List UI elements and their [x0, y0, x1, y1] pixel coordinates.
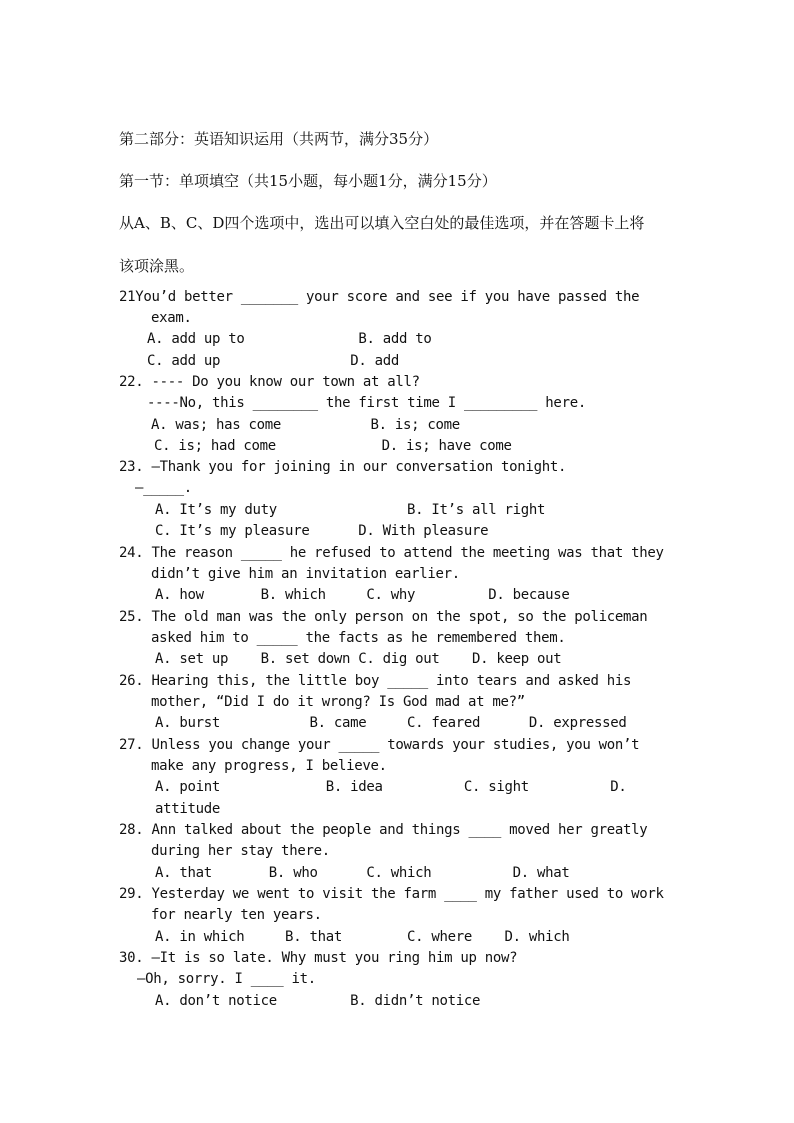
question-26-options: A. burst B. came C. feared D. expressed [155, 715, 627, 731]
question-29-options: A. in which B. that C. where D. which [155, 929, 570, 945]
question-30-stem-cont: —Oh, sorry. I ____ it. [137, 971, 316, 987]
question-29-stem: 29. Yesterday we went to visit the farm ____ my father used to work [119, 886, 664, 902]
question-30-options: A. don’t notice B. didn’t notice [155, 993, 481, 1009]
question-30-stem: 30. —It is so late. Why must you ring him up now? [119, 950, 518, 966]
question-25-options: A. set up B. set down C. dig out D. keep out [155, 651, 562, 667]
question-22-options: A. was; has come B. is; come [151, 417, 460, 433]
question-24-options: A. how B. which C. why D. because [155, 587, 570, 603]
question-22-stem-cont: ----No, this ________ the first time I _________ here. [147, 395, 586, 411]
question-21-options: C. add up D. add [147, 353, 399, 369]
question-27-options-cont: attitude [155, 801, 221, 817]
question-26-stem: 26. Hearing this, the little boy _____ into tears and asked his [119, 673, 632, 689]
question-21-stem: 21You’d better _______ your score and see if you have passed the [119, 289, 640, 305]
question-27-stem-cont: make any progress, I believe. [151, 758, 387, 774]
question-28-options: A. that B. who C. which D. what [155, 865, 570, 881]
question-23-stem-cont: —_____. [135, 480, 192, 496]
question-21-stem-cont: exam. [151, 310, 192, 326]
question-24-stem: 24. The reason _____ he refused to attend the meeting was that they [119, 545, 664, 561]
question-27-stem: 27. Unless you change your _____ towards your studies, you won’t [119, 737, 640, 753]
question-25-stem-cont: asked him to _____ the facts as he remembered them. [151, 630, 566, 646]
part-heading: 第二部分：英语知识运用（共两节，满分35分） [119, 130, 439, 148]
question-22-options: C. is; had come D. is; have come [154, 438, 512, 454]
question-23-options: A. It’s my duty B. It’s all right [155, 502, 546, 518]
question-23-stem: 23. —Thank you for joining in our conversation tonight. [119, 459, 567, 475]
question-28-stem-cont: during her stay there. [151, 843, 330, 859]
question-22-stem: 22. ---- Do you know our town at all? [119, 374, 420, 390]
section-heading: 第一节：单项填空（共15小题，每小题1分，满分15分） [119, 172, 497, 190]
question-25-stem: 25. The old man was the only person on the spot, so the policeman [119, 609, 648, 625]
question-21-options: A. add up to B. add to [147, 331, 432, 347]
question-26-stem-cont: mother, “Did I do it wrong? Is God mad at me?” [151, 694, 525, 710]
question-28-stem: 28. Ann talked about the people and things ____ moved her greatly [119, 822, 648, 838]
instruction-line-1: 从A、B、C、D四个选项中，选出可以填入空白处的最佳选项，并在答题卡上将 [119, 214, 645, 232]
question-23-options: C. It’s my pleasure D. With pleasure [155, 523, 489, 539]
question-24-stem-cont: didn’t give him an invitation earlier. [151, 566, 460, 582]
question-29-stem-cont: for nearly ten years. [151, 907, 322, 923]
instruction-line-2: 该项涂黑。 [119, 257, 195, 275]
question-27-options: A. point B. idea C. sight D. [155, 779, 627, 795]
